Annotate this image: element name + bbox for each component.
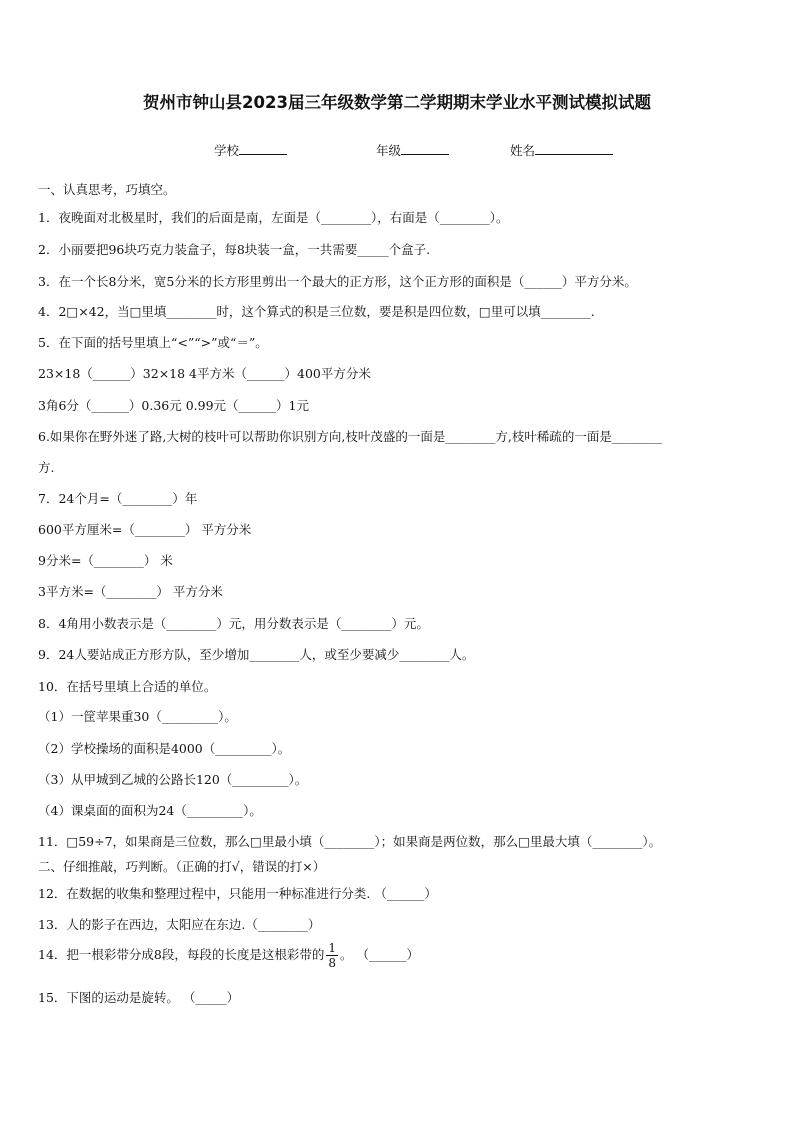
grade-label: 年级 — [376, 143, 402, 158]
question-14 — [38, 941, 419, 970]
fraction-one-eighth — [326, 941, 338, 970]
section-1-heading: 一、认真思考，巧填空。 — [38, 182, 176, 197]
question-7-row-4: 3平方米=（________） 平方分米 — [38, 584, 223, 599]
question-10: 10．在括号里填上合适的单位。 — [38, 679, 217, 694]
question-5-row-1: 23×18（______）32×18 4平方米（______）400平方分米 — [38, 366, 371, 381]
question-5-row-2: 3角6分（______）0.36元 0.99元（______）1元 — [38, 398, 309, 413]
name-field — [510, 141, 613, 159]
question-7: 7．24个月=（________）年 — [38, 491, 198, 506]
question-2: 2．小丽要把96块巧克力装盒子，每8块装一盒，一共需要_____个盒子. — [38, 242, 431, 257]
name-blank[interactable] — [535, 141, 613, 155]
school-field — [214, 141, 287, 159]
question-10-part-1: （1）一筐苹果重30（_________）。 — [38, 709, 237, 724]
question-14-tail: 。 （______） — [340, 947, 419, 962]
school-label: 学校 — [214, 143, 240, 158]
page-title: 贺州市钟山县2023届三年级数学第二学期期末学业水平测试模拟试题 — [143, 93, 651, 112]
fraction-denominator: 8 — [328, 956, 337, 970]
name-label: 姓名 — [510, 143, 536, 158]
question-10-part-3: （3）从甲城到乙城的公路长120（_________）。 — [38, 772, 308, 787]
question-11: 11．□59÷7，如果商是三位数，那么□里最小填（________）；如果商是两位数，那么□里最大填（________）。 — [38, 834, 662, 849]
question-12: 12．在数据的收集和整理过程中，只能用一种标准进行分类. （______） — [38, 886, 437, 901]
question-5: 5．在下面的括号里填上“<”“>”或“＝”。 — [38, 335, 268, 350]
school-blank[interactable] — [239, 141, 287, 155]
question-13: 13．人的影子在西边，太阳应在东边.（________） — [38, 917, 321, 932]
question-9: 9．24人要站成正方形方队，至少增加________人，或至少要减少________人。 — [38, 647, 475, 662]
question-14-text: 14．把一根彩带分成8段，每段的长度是这根彩带的 — [38, 947, 325, 962]
question-15: 15．下图的运动是旋转。 （_____） — [38, 990, 240, 1005]
grade-blank[interactable] — [401, 141, 449, 155]
grade-field — [376, 141, 449, 159]
question-1: 1．夜晚面对北极星时，我们的后面是南，左面是（________），右面是（________）。 — [38, 210, 509, 225]
question-6-cont: 方. — [38, 460, 55, 475]
question-8: 8．4角用小数表示是（________）元，用分数表示是（________）元。 — [38, 616, 429, 631]
section-2-heading: 二、仔细推敲，巧判断。（正确的打√，错误的打×） — [38, 859, 326, 874]
fraction-numerator: 1 — [328, 941, 337, 955]
question-10-part-4: （4）课桌面的面积为24（_________）。 — [38, 803, 262, 818]
question-6: 6.如果你在野外迷了路,大树的枝叶可以帮助你识别方向,枝叶茂盛的一面是________方,枝叶稀疏的一面是________ — [38, 429, 662, 444]
question-10-part-2: （2）学校操场的面积是4000（_________）。 — [38, 741, 291, 756]
question-7-row-3: 9分米=（________） 米 — [38, 553, 173, 568]
question-4: 4．2□×42，当□里填________时，这个算式的积是三位数，要是积是四位数，□里可以填________. — [38, 304, 595, 319]
question-7-row-2: 600平方厘米=（________） 平方分米 — [38, 522, 252, 537]
question-3: 3．在一个长8分米，宽5分米的长方形里剪出一个最大的正方形，这个正方形的面积是（______）平方分米。 — [38, 274, 637, 289]
